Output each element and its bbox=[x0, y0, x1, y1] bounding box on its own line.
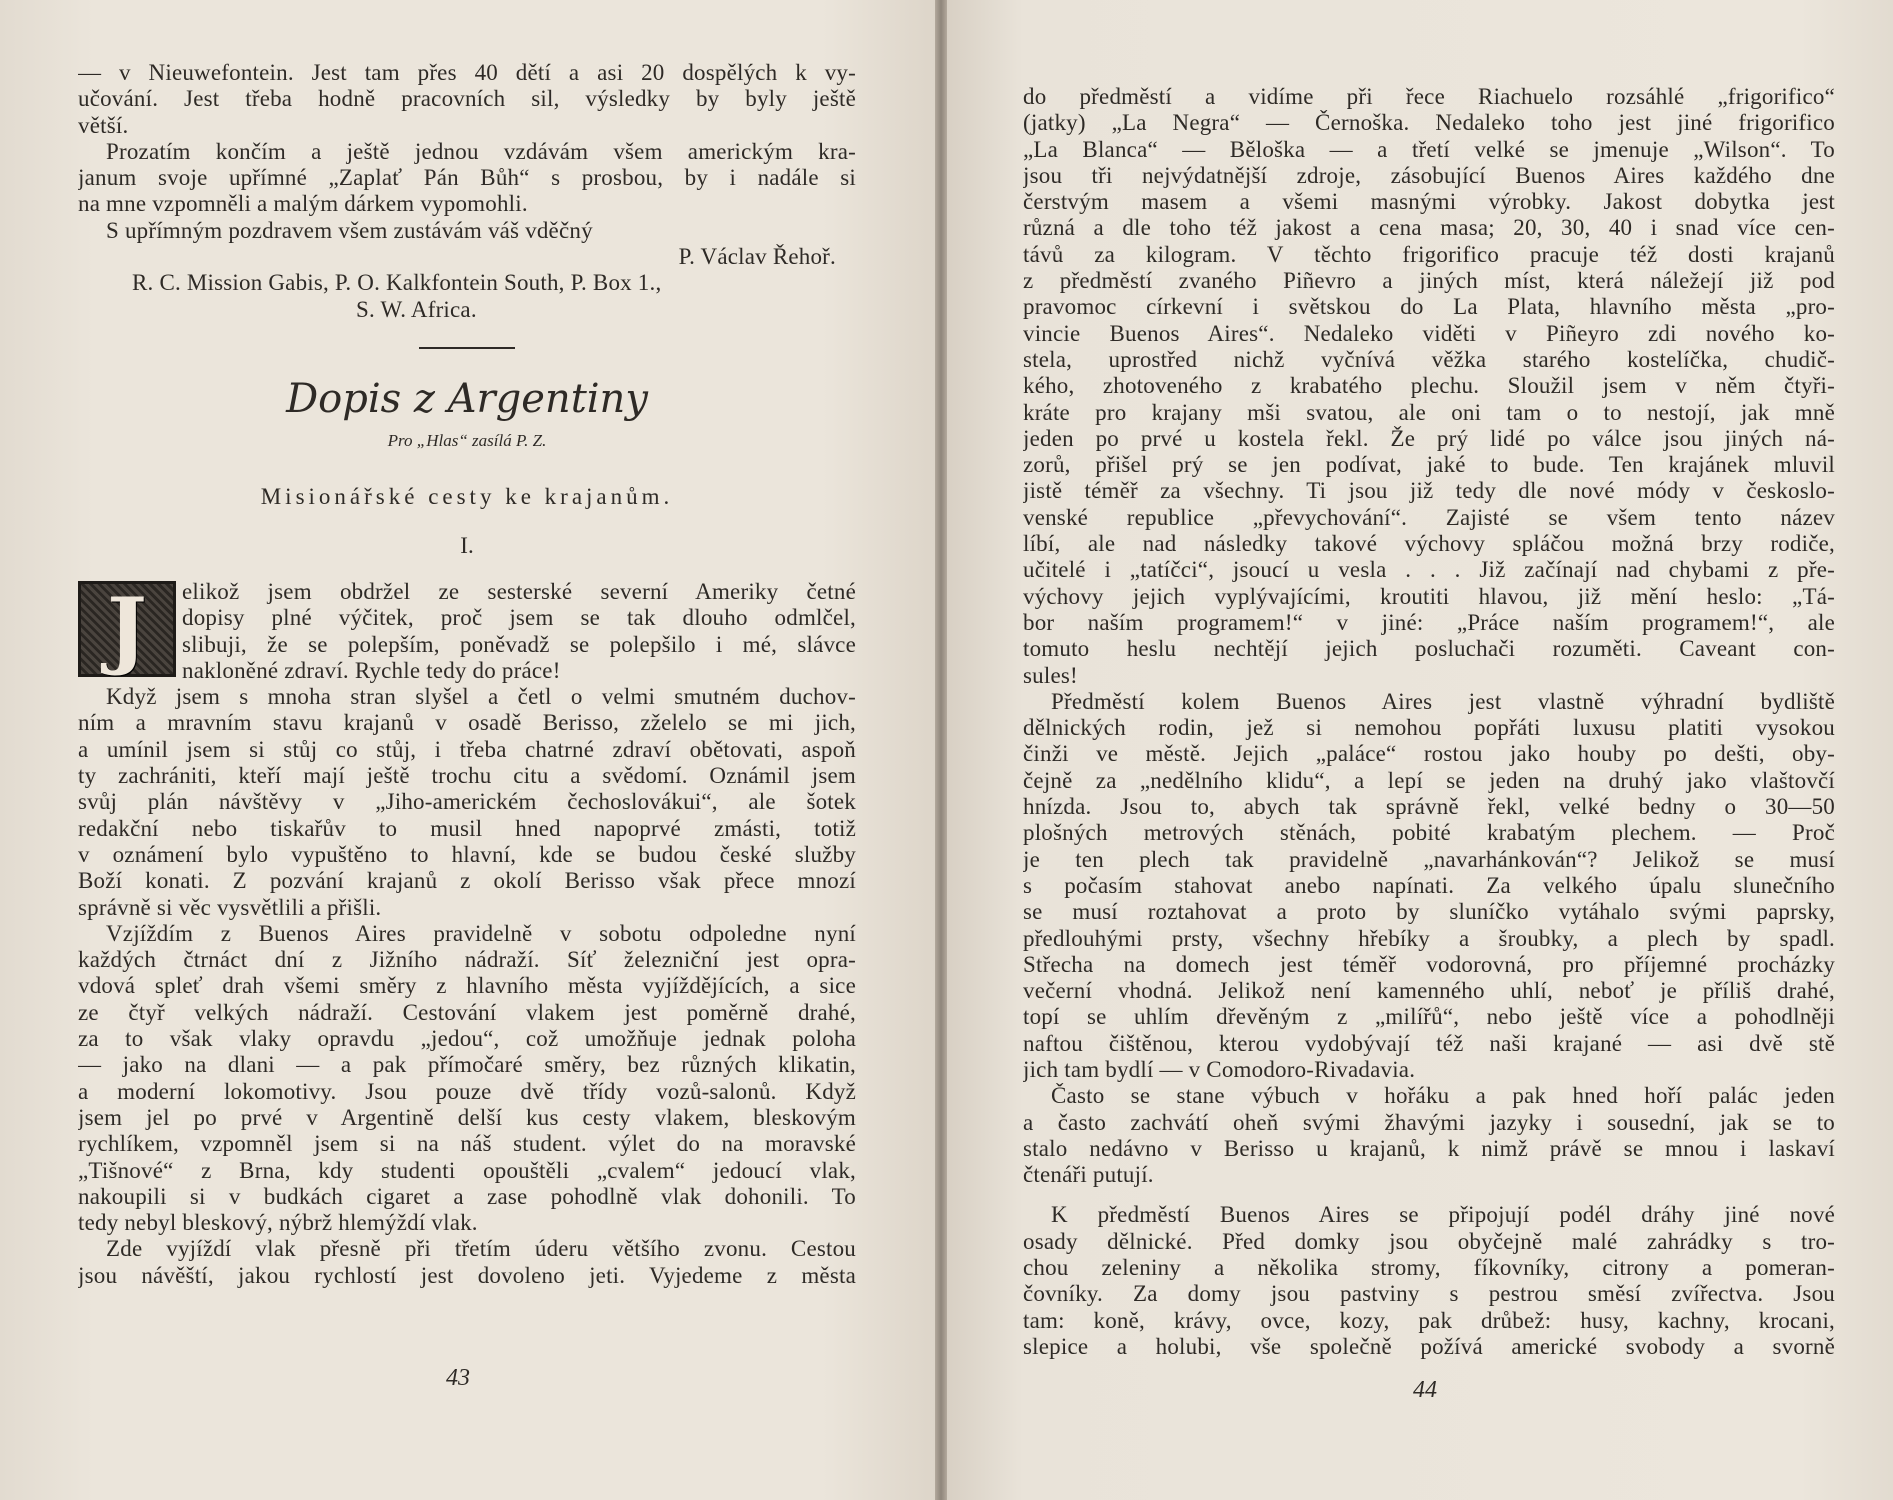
text-line: Zde vyjíždí vlak přesně při třetím úderu většího zvonu. Cestou bbox=[106, 1236, 856, 1262]
text-line: jsem jel po prvé v Argentině delší kus cesty vlakem, bleskovým bbox=[78, 1104, 856, 1130]
text-line: na mne vzpomněli a malým dárkem vypomohli. bbox=[78, 191, 528, 217]
text-line: a často zachvátí oheň svými žhavými jazyky i sousední, jak se to bbox=[1023, 1109, 1835, 1135]
text-line: do předměstí a vidíme při řece Riachuelo rozsáhlé „frigorifico“ bbox=[1023, 84, 1835, 109]
text-line: hnízda. Jsou to, abych tak správně řekl, velké bedny o 30—50 bbox=[1023, 794, 1835, 820]
text-line: každých čtrnáct dní z Jižního nádraží. Síť železniční jest opra- bbox=[78, 947, 856, 973]
article-title: Dopis z Argentiny bbox=[286, 375, 648, 422]
text-line: chou zeleniny a několika stromy, fíkovníky, citrony a pomeran- bbox=[1023, 1255, 1835, 1281]
text-line: tedy nebyl bleskový, nýbrž hlemýždí vlak. bbox=[78, 1210, 478, 1236]
article-subtitle: Misionářské cesty ke krajanům. bbox=[260, 483, 674, 509]
text-line: vincie Buenos Aires“. Nedaleko viděti v Piñeyro zdi nového ko- bbox=[1023, 320, 1835, 346]
text-line: plošných metrových stěnách, pobité krabatým plechem. — Proč bbox=[1023, 820, 1835, 846]
text-line: jich tam bydlí — v Comodoro-Rivadavia. bbox=[1023, 1056, 1416, 1082]
text-line: ze čtyř velkých nádraží. Cestování vlakem jest poměrně drahé, bbox=[78, 999, 856, 1025]
text-line: jistě téměř za všechny. Ti jsou již tedy dle nové módy v českoslo- bbox=[1023, 478, 1835, 504]
text-line: rychlíkem, vzpomněl jsem si na náš student. výlet do na moravské bbox=[78, 1131, 856, 1157]
section-divider bbox=[419, 347, 515, 349]
text-line: svůj plán návštěvy v „Jiho-americkém čechoslovákui“, ale šotek bbox=[78, 789, 856, 815]
text-line: učitelé i „tatíčci“, jsoucí u vesla . . . Již začínají nad chybami z pře- bbox=[1023, 557, 1835, 583]
section-number: I. bbox=[460, 532, 474, 558]
book-gutter bbox=[935, 0, 947, 1500]
address-line: R. C. Mission Gabis, P. O. Kalkfontein South, P. Box 1., bbox=[132, 270, 662, 296]
thanks-paragraph bbox=[78, 139, 856, 218]
text-line: tomuto heslu nechtějí jejich posluchači rozuměti. Caveant con- bbox=[1023, 636, 1835, 662]
text-line: naftou čištěnou, kterou vydobývají též naši krajané — asi dvě stě bbox=[1023, 1030, 1835, 1056]
text-line: učování. Jest třeba hodně pracovních sil, výsledky by byly ještě bbox=[78, 86, 856, 112]
text-line: činži ve městě. Jejich „paláce“ rostou jako houby po dešti, oby- bbox=[1023, 741, 1835, 767]
text-line: dělnických rodin, jež si nemohou popřáti luxusu platiti vysokou bbox=[1023, 715, 1835, 741]
body-paragraph bbox=[1023, 1202, 1835, 1360]
text-line: — v Nieuwefontein. Jest tam přes 40 dětí a asi 20 dospělých k vy- bbox=[78, 60, 856, 85]
text-line: z předměstí zvaného Piñevro a jiných míst, která náležejí již pod bbox=[1023, 268, 1835, 294]
text-line: v oznámení bylo vypuštěno to hlavní, kde se budou české služby bbox=[78, 841, 856, 867]
text-line: jsou návěští, jakou rychlostí jest dovoleno jeti. Vyjedeme z města bbox=[78, 1262, 856, 1288]
text-line: čejně za „nedělního klidu“, a lepí se jeden na druhý jako vlaštovčí bbox=[1023, 767, 1835, 793]
text-line: slibuji, že se polepším, poněvadž se polepšilo i mé, slávce bbox=[182, 631, 856, 657]
body-paragraph bbox=[1023, 689, 1835, 1083]
text-line: vdová spleť drah všemi směry z hlavního města vyjíždějících, a sice bbox=[78, 973, 856, 999]
text-line: sules! bbox=[1023, 662, 1078, 688]
text-line: K předměstí Buenos Aires se připojují podél dráhy jiné nové bbox=[1051, 1202, 1835, 1228]
dropcap-paragraph bbox=[78, 579, 856, 684]
text-line: kého, zhotoveného z krabatého plechu. Sloužil jsem v něm čtyři- bbox=[1023, 373, 1835, 399]
text-line: „Tišnové“ z Brna, kdy studenti opouštěli „cvalem“ jedoucí vlak, bbox=[78, 1157, 856, 1183]
text-line: větší. bbox=[78, 112, 129, 138]
text-line: je ten plech tak pravidelně „navarhánkován“? Jelikož se musí bbox=[1023, 846, 1835, 872]
body-paragraph bbox=[78, 684, 856, 921]
text-line: osady dělnické. Před domky jsou obyčejně malé zahrádky s tro- bbox=[1023, 1228, 1835, 1254]
right-page-text bbox=[1023, 84, 1835, 1360]
text-line: a umínil jsem si stůj co stůj, i třeba chatrné zdraví obětovati, aspoň bbox=[78, 736, 856, 762]
text-line: ním a mravním stavu krajanů v osadě Berisso, zželelo se mi jich, bbox=[78, 710, 856, 736]
page-number: 43 bbox=[446, 1365, 470, 1391]
text-line: předlouhými prsty, všechny hřebíky a šroubky, a plech by spadl. bbox=[1023, 925, 1835, 951]
text-line: elikož jsem obdržel ze sesterské severní Ameriky četné bbox=[182, 578, 856, 604]
text-line: různá a dle toho též jakost a cena masa; 20, 30, 40 i snad více cen- bbox=[1023, 215, 1835, 241]
text-line: Předměstí kolem Buenos Aires jest vlastně výhradní bydliště bbox=[1051, 688, 1835, 714]
text-line: dopisy plné výčitek, proč jsem se tak dlouho odmlčel, bbox=[182, 605, 856, 631]
text-line: čtenáři putují. bbox=[1023, 1162, 1154, 1188]
text-line: stela, uprostřed nichž vyčnívá věžka starého kostelíčka, chudič- bbox=[1023, 346, 1835, 372]
text-line: „La Blanca“ — Běloška — a třetí velké se jmenuje „Wilson“. To bbox=[1023, 136, 1835, 162]
text-line: Vzjíždím z Buenos Aires pravidelně v sobotu odpoledne nyní bbox=[106, 920, 856, 946]
text-line: za to však vlaky opravdu „jedou“, což umožňuje jednak poloha bbox=[78, 1026, 856, 1052]
text-line: čerstvým masem a všemi masnými výrobky. Jakost dobytka jest bbox=[1023, 189, 1835, 215]
initial-letter: J bbox=[107, 578, 147, 678]
text-line: se musí roztahovat a proto by sluníčko vytáhalo svými paprsky, bbox=[1023, 899, 1835, 925]
signature: P. Václav Řehoř. bbox=[678, 244, 836, 270]
text-line: Když jsem s mnoha stran slyšel a četl o velmi smutném duchov- bbox=[106, 684, 856, 710]
text-line: kráte pro krajany mši svatou, ale oni tam o to nestojí, jak mně bbox=[1023, 399, 1835, 425]
text-line: výchovy jejich vyplývajícími, kroutiti hlavou, již mění heslo: „Tá- bbox=[1023, 583, 1835, 609]
text-line: Střecha na domech jest téměř vodorovná, pro příjemné procházky bbox=[1023, 951, 1835, 977]
text-line: topí se uhlím dřevěným z „milířů“, nebo ještě více a pohodlněji bbox=[1023, 1004, 1835, 1030]
text-line: ty zachrániti, kteří mají ještě trochu citu a svědomí. Oznámil jsem bbox=[78, 763, 856, 789]
text-line: pravomoc církevní i světskou do La Plata, hlavního města „pro- bbox=[1023, 294, 1835, 320]
address-line: S. W. Africa. bbox=[356, 296, 477, 322]
text-line: tam: koně, krávy, ovce, kozy, pak drůbež: husy, kachny, krocani, bbox=[1023, 1307, 1835, 1333]
article-byline: Pro „Hlas“ zasílá P. Z. bbox=[387, 430, 547, 450]
text-line: jeden po prvé u kostela řekl. Že prý lidé po válce jsou jiných ná- bbox=[1023, 425, 1835, 451]
paragraph-gap bbox=[1023, 1188, 1835, 1202]
text-line: čovníky. Za domy jsou pastviny s pestrou směsí zvířectva. Jsou bbox=[1023, 1281, 1835, 1307]
text-line: jsou tři nejvýdatnější zdroje, zásobující Buenos Aires každého dne bbox=[1023, 162, 1835, 188]
text-line: Často se stane výbuch v hořáku a pak hned hoří palác jeden bbox=[1051, 1083, 1835, 1109]
text-line: stalo nedávno v Berisso u krajanů, k nimž právě se mnou i laskaví bbox=[1023, 1135, 1835, 1161]
text-line: venské republice „převychování“. Zajisté se všem tento název bbox=[1023, 504, 1835, 530]
body-paragraph bbox=[78, 1236, 856, 1289]
text-line: janum svoje upřímné „Zaplať Pán Bůh“ s prosbou, by i nadále si bbox=[78, 165, 856, 191]
text-line: a moderní lokomotivy. Jsou pouze dvě třídy vozů-salonů. Když bbox=[78, 1078, 856, 1104]
text-line: líbí, ale nad následky takové výchovy spláčou možná brzy rodiče, bbox=[1023, 531, 1835, 557]
text-line: Prozatím končím a ještě jednou vzdávám všem americkým kra- bbox=[106, 138, 856, 164]
text-line: nakoupili si v budkách cigaret a zase pohodlně vlak dohonili. To bbox=[78, 1183, 856, 1209]
text-line: (jatky) „La Negra“ — Černoška. Nedaleko toho jest jiné frigorifico bbox=[1023, 110, 1835, 136]
text-line: správně si věc vysvětlili a přišli. bbox=[78, 894, 382, 920]
text-line: zorů, přišel prý se jen podívat, jaké to bude. Ten krajánek mluvil bbox=[1023, 452, 1835, 478]
text-line: nakloněné zdraví. Rychle tedy do práce! bbox=[182, 657, 561, 683]
text-line: bor naším programem!“ v jiné: „Práce naším programem!“, ale bbox=[1023, 609, 1835, 635]
left-page-text bbox=[78, 60, 856, 1289]
page-number: 44 bbox=[1413, 1377, 1437, 1403]
text-line: redakční nebo tiskařův to musil hned napoprvé zmásti, totiž bbox=[78, 815, 856, 841]
greeting: S upřímným pozdravem všem zustávám váš vděčný bbox=[106, 217, 593, 243]
text-line: slepice a holubi, vše společně požívá americké svobody a svorně bbox=[1023, 1333, 1835, 1359]
intro-paragraph bbox=[78, 60, 856, 139]
text-line: — jako na dlani — a pak přímočaré směry, bez různých klikatin, bbox=[78, 1052, 856, 1078]
text-line: s počasím stahovat anebo napínati. Za velkého úpalu slunečního bbox=[1023, 872, 1835, 898]
body-paragraph bbox=[1023, 84, 1835, 689]
ornamental-initial bbox=[78, 578, 176, 678]
text-line: távů za kilogram. V těchto frigorifico pracuje též dosti krajanů bbox=[1023, 241, 1835, 267]
body-paragraph bbox=[1023, 1083, 1835, 1188]
body-paragraph bbox=[78, 921, 856, 1237]
text-line: Boží konati. Z pozvání krajanů z okolí Berisso však přece mnozí bbox=[78, 868, 856, 894]
text-line: večerní vhodná. Jelikož není kamenného uhlí, neboť je příliš drahé, bbox=[1023, 978, 1835, 1004]
